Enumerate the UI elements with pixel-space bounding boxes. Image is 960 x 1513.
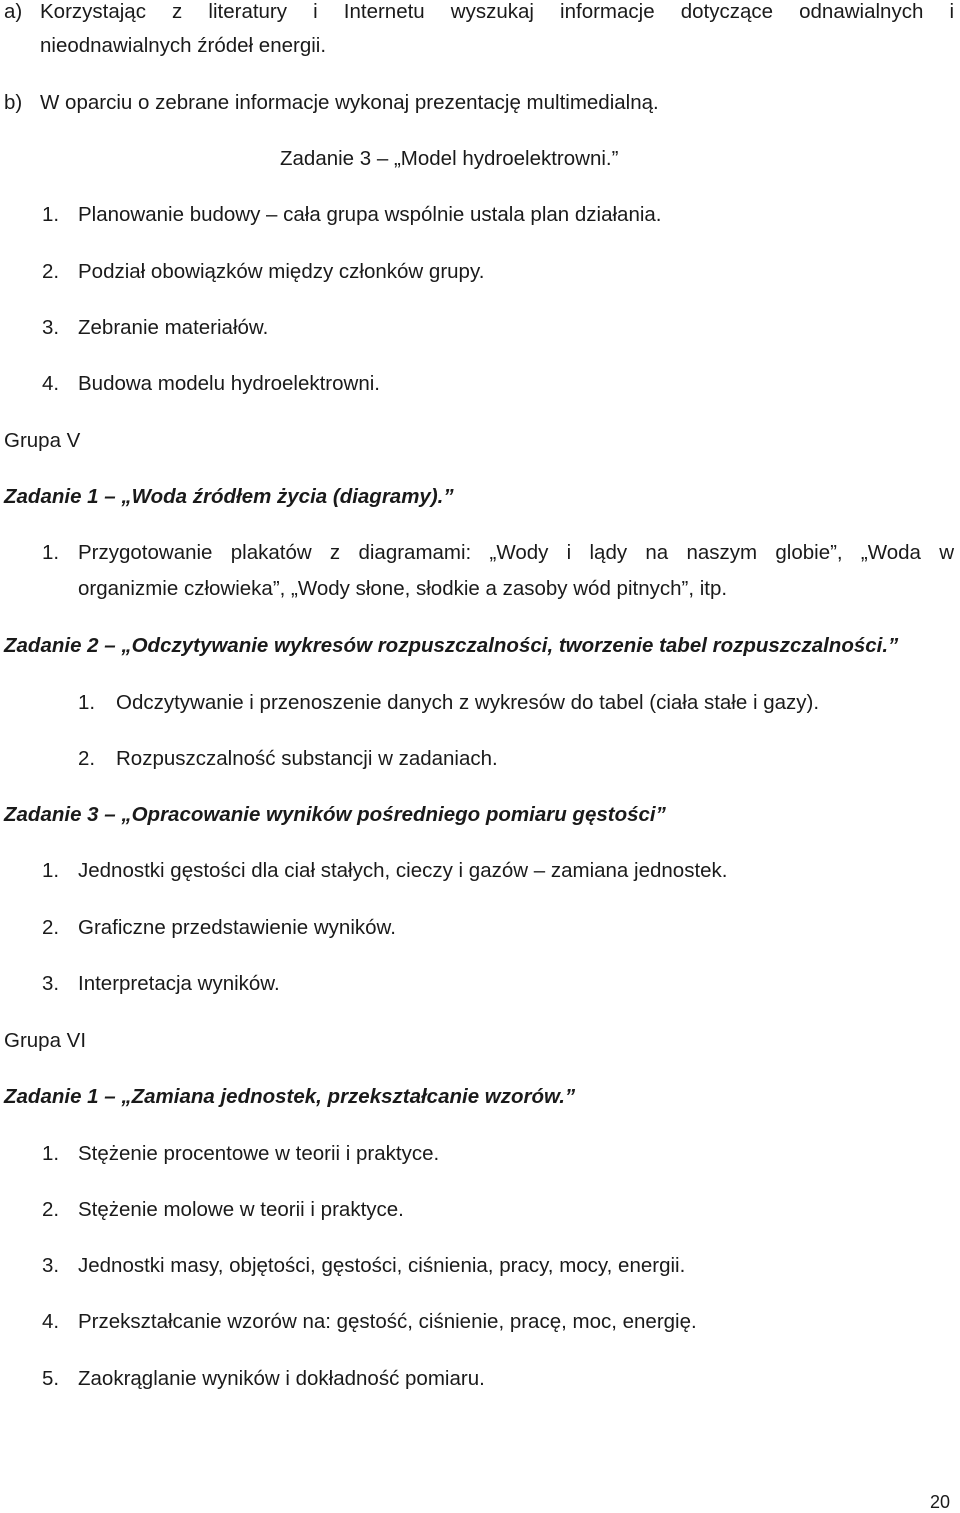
task-model-item-num: 2. <box>42 260 60 283</box>
group-v-task2-item-num: 2. <box>78 747 96 770</box>
group-v-heading: Grupa V <box>4 429 81 452</box>
task-model-item-text: Zebranie materiałów. <box>78 316 269 339</box>
task-model-item-num: 3. <box>42 316 60 339</box>
task-model-item-text: Planowanie budowy – cała grupa wspólnie ustala plan działania. <box>78 203 662 226</box>
group-v-task3-title: Zadanie 3 – „Opracowanie wyników pośredniego pomiaru gęstości” <box>4 803 666 826</box>
task-model-item-text: Budowa modelu hydroelektrowni. <box>78 372 380 395</box>
group-vi-heading: Grupa VI <box>4 1029 87 1052</box>
list-marker-a: a) <box>4 0 23 23</box>
group-vi-task1-item-num: 5. <box>42 1367 60 1390</box>
item-a-line2: nieodnawialnych źródeł energii. <box>40 34 327 57</box>
item-b-text: W oparciu o zebrane informacje wykonaj prezentację multimedialną. <box>40 91 659 114</box>
group-vi-task1-title: Zadanie 1 – „Zamiana jednostek, przekształcanie wzorów.” <box>4 1085 576 1108</box>
group-v-task1-item-line1: Przygotowanie plakatów z diagramami: „Wody i lądy na naszym globie”, „Woda w <box>78 541 954 564</box>
group-v-task1-title: Zadanie 1 – „Woda źródłem życia (diagramy).” <box>4 485 454 508</box>
group-vi-task1-item-num: 3. <box>42 1254 60 1277</box>
group-v-task3-item-text: Jednostki gęstości dla ciał stałych, cieczy i gazów – zamiana jednostek. <box>78 859 728 882</box>
group-v-task2-title: Zadanie 2 – „Odczytywanie wykresów rozpuszczalności, tworzenie tabel rozpuszczalności.” <box>4 634 899 657</box>
page-number: 20 <box>930 1492 951 1512</box>
group-vi-task1-item-text: Stężenie molowe w teorii i praktyce. <box>78 1198 404 1221</box>
group-v-task1-item-line2: organizmie człowieka”, „Wody słone, słodkie a zasoby wód pitnych”, itp. <box>78 577 728 600</box>
task-model-title: Zadanie 3 – „Model hydroelektrowni.” <box>280 147 619 170</box>
group-vi-task1-item-text: Przekształcanie wzorów na: gęstość, ciśnienie, pracę, moc, energię. <box>78 1310 697 1333</box>
group-v-task3-item-num: 3. <box>42 972 60 995</box>
group-v-task2-item-text: Odczytywanie i przenoszenie danych z wykresów do tabel (ciała stałe i gazy). <box>116 691 820 714</box>
group-v-task3-item-text: Interpretacja wyników. <box>78 972 280 995</box>
group-vi-task1-item-text: Zaokrąglanie wyników i dokładność pomiaru. <box>78 1367 485 1390</box>
group-v-task3-item-text: Graficzne przedstawienie wyników. <box>78 916 396 939</box>
group-v-task1-item-num: 1. <box>42 541 60 564</box>
group-v-task2-item-num: 1. <box>78 691 96 714</box>
group-vi-task1-item-num: 1. <box>42 1142 60 1165</box>
task-model-item-num: 1. <box>42 203 60 226</box>
group-vi-task1-item-text: Stężenie procentowe w teorii i praktyce. <box>78 1142 440 1165</box>
item-a-line1: Korzystając z literatury i Internetu wyszukaj informacje dotyczące odnawialnych i <box>40 0 954 23</box>
group-vi-task1-item-num: 4. <box>42 1310 60 1333</box>
group-vi-task1-item-num: 2. <box>42 1198 60 1221</box>
task-model-item-text: Podział obowiązków między członków grupy. <box>78 260 485 283</box>
list-marker-b: b) <box>4 91 23 114</box>
task-model-item-num: 4. <box>42 372 60 395</box>
group-vi-task1-item-text: Jednostki masy, objętości, gęstości, ciśnienia, pracy, mocy, energii. <box>78 1254 686 1277</box>
group-v-task3-item-num: 1. <box>42 859 60 882</box>
group-v-task2-item-text: Rozpuszczalność substancji w zadaniach. <box>116 747 498 770</box>
group-v-task3-item-num: 2. <box>42 916 60 939</box>
